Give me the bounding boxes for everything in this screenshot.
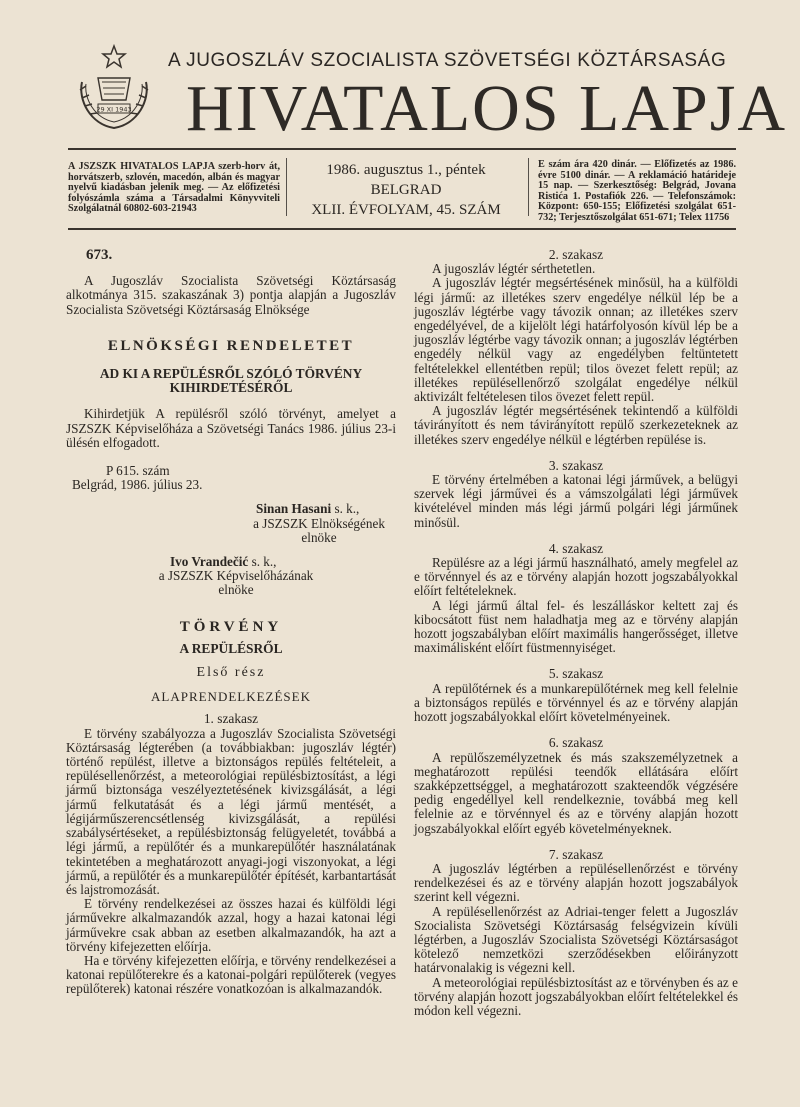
signer-1-title: a JSZSZK Elnökségének elnöke bbox=[253, 515, 385, 545]
part-heading: Első rész bbox=[196, 665, 266, 681]
masthead-rule bbox=[68, 148, 736, 150]
decree-number: 673. bbox=[86, 247, 113, 263]
masthead-main-title: HIVATALOS LAPJA bbox=[186, 72, 788, 145]
section-1-para-2: E törvény rendelkezései az összes hazai és külföldi légi járművekre alkalmazandók azzal, hogy a hazai katonai légi járművekre csak abban az esetben alkalmazandók, ha azt a törvény kifejezetten előírja. bbox=[66, 896, 396, 954]
emblem-date: 29 XI 1943 bbox=[96, 105, 132, 114]
signer-1-line bbox=[66, 502, 396, 516]
section-2-para-3: A jugoszláv légtér megsértésének tekintendő a külföldi távirányított és nem távirányított repülő szerkezeteknek az illetékes szerv engedélye nélkül e légtérben repülése is. bbox=[414, 403, 738, 447]
section-3-title: 3. szakasz bbox=[548, 457, 604, 473]
signer-1-suffix: s. k., bbox=[331, 501, 360, 517]
info-mid-block bbox=[296, 160, 516, 220]
decree-subject: AD KI A REPÜLÉSRŐL SZÓLÓ TÖRVÉNY KIHIRDETÉSÉRŐL bbox=[99, 366, 363, 396]
law-subject: A REPÜLÉSRŐL bbox=[179, 640, 283, 656]
section-4-para-1: Repülésre az a légi jármű használható, amely megfelel az e törvénnyel és az e törvény alapján hozott jogszabályokkal előírt feltételeknek. bbox=[414, 555, 738, 599]
section-5-title: 5. szakasz bbox=[548, 666, 604, 682]
info-right-block: E szám ára 420 dinár. — Előfizetés az 1986. évre 5100 dinár. — A reklamáció határideje 15 nap. — Szerkesztőség: Belgrád, Jovana Ristića 1. Postafiók 226. — Telefonszámok: Központ: 650-155; Előfizetési szolgálat 651-732; Terjesztőszolgálat 651-671; Telex 11756 bbox=[538, 159, 736, 223]
section-7-title: 7. szakasz bbox=[548, 846, 604, 862]
info-divider-right bbox=[528, 158, 529, 216]
issue-volume: XLII. ÉVFOLYAM, 45. SZÁM bbox=[311, 202, 501, 218]
masthead-top-title: A JUGOSZLÁV SZOCIALISTA SZÖVETSÉGI KÖZTÁRSASÁG bbox=[168, 50, 727, 71]
law-title: TÖRVÉNY bbox=[179, 618, 283, 635]
section-2-para-1: A jugoszláv légtér sérthetetlen. bbox=[432, 261, 596, 277]
promulgation-text: Kihirdetjük A repülésről szóló törvényt, amelyet a JSZSZK Képviselőháza a Szövetségi Tanács 1986. július 23-i ülésén elfogadott. bbox=[66, 406, 396, 450]
decree-intro: A Jugoszláv Szocialista Szövetségi Köztársaság alkotmánya 315. szakaszának 3) pontja alapján a Jugoszláv Szocialista Szövetségi Köztársaság Elnöksége bbox=[66, 273, 396, 317]
info-left-block: A JSZSZK HIVATALOS LAPJA szerb-horv át, horvátszerb, szlovén, macedón, albán és magyar nyelvű kiadásban jelenik meg. — Az előfizetési folyószámla száma a Társadalmi Könyvviteli Szolgálatnál 60802-603-21943 bbox=[68, 161, 280, 215]
signer-2-suffix: s. k., bbox=[248, 554, 277, 570]
info-divider-left bbox=[286, 158, 287, 216]
signer-2-name: Ivo Vrandečić bbox=[170, 554, 249, 570]
section-3-para-1: E törvény értelmében a katonai légi járművek, a belügyi szervek légi járművei és a vámszolgálati légi járművek kivételével minden más légi jármű polgári légi járműnek minősül. bbox=[414, 472, 738, 530]
signer-1-name: Sinan Hasani bbox=[256, 501, 332, 517]
section-2-para-2: A jugoszláv légtér megsértésének minősül, ha a külföldi légi jármű: az illetékes szerv engedélye nélkül lép be a jugoszláv légtérbe vagy távozik onnan; az illetékes szerv engedélyével, de a kijelölt légi határfolyosón kívül lép be a jugoszláv légtérbe vagy távozik onnan; a jugoszláv légtérben engedély nélkül vagy az engedélyben feltüntetett feltételekkel ellentétben repül; tilos övezet felett repül; az illetékes repülésellenőrző szolgálat engedélye nélkül aktivizált feltételesen tilos övezet felett repül. bbox=[414, 275, 738, 405]
coat-of-arms-icon bbox=[68, 42, 160, 134]
section-6-para-1: A repülőszemélyzetnek és más szakszemélyzetnek a meghatározott repülési teendők ellátására előírt szakképzettséggel, a meghatározott szakteendők végzésére pedig engedéllyel kell rendelkeznie, továbbá meg kell felelnie az e törvénnyel és az e törvény alapján hozott jogszabályokkal előírt egyéb követelményeknek. bbox=[414, 749, 738, 836]
decree-heading: ELNÖKSÉGI RENDELETET bbox=[107, 337, 355, 354]
section-5-para-1: A repülőtérnek és a munkarepülőtérnek meg kell felelnie a biztonságos repülés e törvénnyel és az e törvény alapján hozott jogszabályokkal előírt követelményeinek. bbox=[414, 680, 738, 725]
section-4-para-2: A légi jármű által fel- és leszálláskor keltett zaj és kibocsátott füst nem haladhatja meg az e törvény alapján hozott jogszabályban előírt maximális hangerősséget, illetve maximálisként előírt füstmennyiséget. bbox=[414, 597, 738, 656]
signer-2-title: a JSZSZK Képviselőházának elnöke bbox=[158, 568, 314, 598]
issue-place: BELGRAD bbox=[370, 182, 442, 198]
section-2-title: 2. szakasz bbox=[548, 247, 604, 262]
section-7-para-3: A meteorológiai repülésbiztosítást az e törvényben és az e törvény alapján hozott jogszabályokban előírt feltételekkel és módon kell végezni. bbox=[414, 974, 738, 1018]
reference-place-date: Belgrád, 1986. július 23. bbox=[72, 477, 203, 493]
section-4-title: 4. szakasz bbox=[548, 540, 604, 556]
section-1-para-1: E törvény szabályozza a Jugoszláv Szocialista Szövetségi Köztársaság légterében (a továbbiakban: jugoszláv légtér) történő repülést, illetve a biztonságos repülés feltételeit, a repülésellenőrzést, a meteorológiai repülésbiztosítást, a légi jármű biztonsága veszélyeztetésének kivizsgálását, a légi jármű felkutatását és a légi jármű mentését, a légijárműszerencsétlenség kivizsgálását, a repülési szabálysértéseket, a repülésbiztonság felügyeletét, továbbá a légi jármű, a repülőtér és a munkarepülőtér használatának tekintetében a meghatározott anyagi-jogi viszonyokat, a légi jármű, a repülőtér és a munkarepülőtér építését, karbantartását és lajstromozását. bbox=[66, 725, 396, 897]
section-1-para-3: Ha e törvény kifejezetten előírja, e törvény rendelkezései a katonai repülőterekre és a katonai-polgári repülőterek (vegyes repülőterek) katonai részére vonatkozóan is alkalmazandók. bbox=[66, 952, 396, 997]
section-6-title: 6. szakasz bbox=[548, 735, 604, 751]
info-rule bbox=[68, 228, 736, 230]
signer-2-line bbox=[66, 555, 396, 569]
section-7-para-2: A repülésellenőrzést az Adriai-tenger felett a Jugoszláv Szocialista Szövetségi Köztársaság felségvizein kívüli légtérben, a Jugoszláv Szocialista Szövetségi Köztársaságot kötelező nemzetközi szerződésekben előirányzott határvonalakig is végezni kell. bbox=[414, 903, 738, 976]
section-1-title: 1. szakasz bbox=[203, 711, 259, 727]
reference-number: P 615. szám bbox=[106, 463, 170, 479]
issue-date: 1986. augusztus 1., péntek bbox=[326, 162, 486, 178]
left-column bbox=[66, 248, 396, 997]
section-7-para-1: A jugoszláv légtérben a repülésellenőrzést e törvény rendelkezései és az e törvény alapján hozott jogszabályok szerint kell végezni. bbox=[414, 860, 738, 905]
chapter-heading: ALAPRENDELKEZÉSEK bbox=[151, 689, 311, 705]
right-column bbox=[414, 248, 738, 1018]
